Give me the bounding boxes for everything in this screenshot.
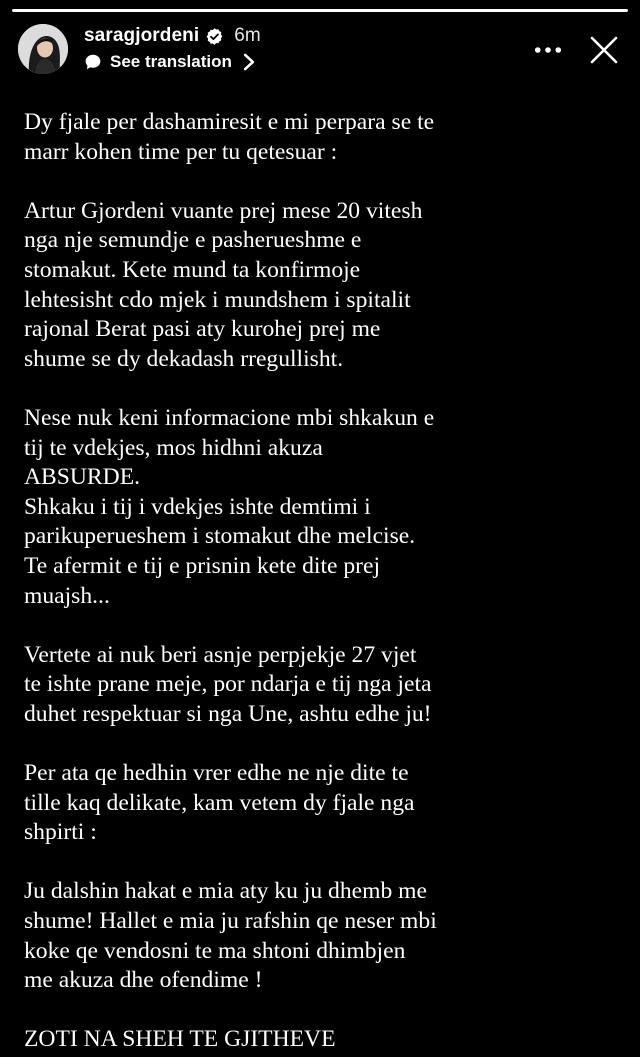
- user-info: [84, 23, 261, 75]
- speech-bubble-icon: [84, 53, 102, 71]
- close-button[interactable]: [584, 30, 624, 70]
- see-translation-button[interactable]: [84, 49, 261, 75]
- username-row: [84, 23, 261, 49]
- close-icon: [589, 35, 619, 65]
- post-time: 6m: [234, 25, 261, 46]
- more-options-button[interactable]: [530, 32, 566, 68]
- username[interactable]: saragjordeni: [84, 25, 200, 46]
- story-paragraph: Dy fjale per dashamiresit e mi perpara se te marr kohen time per tu qetesuar :: [24, 109, 435, 165]
- chevron-right-icon: [240, 53, 258, 71]
- avatar[interactable]: [18, 24, 68, 74]
- story-paragraph: Ju dalshin hakat e mia aty ku ju dhemb me shume! Hallet e mia ju rafshin qe neser mbi koke qe vendosni te ma shtoni dhimbjen me akuza dhe ofendime !: [24, 878, 437, 994]
- story-paragraph: Vertete ai nuk beri asnje perpjekje 27 vjet te ishte prane meje, por ndarja e tij nga jeta duhet respektuar si nga Une, ashtu edhe ju!: [24, 641, 432, 727]
- more-horizontal-icon: [534, 46, 562, 54]
- avatar-photo: [18, 24, 68, 74]
- see-translation-label: See translation: [110, 52, 232, 71]
- story-paragraph: Per ata qe hedhin vrer edhe ne nje dite te tille kaq delikate, kam vetem dy fjale nga shpirti :: [24, 760, 415, 846]
- verified-badge-icon: [205, 27, 224, 46]
- story-paragraph: ZOTI NA SHEH TE GJITHEVE: [24, 1026, 336, 1053]
- story-progress-bar: [12, 9, 628, 12]
- story-text: [24, 108, 624, 1055]
- story-paragraph: Artur Gjordeni vuante prej mese 20 vitesh nga nje semundje e pasherueshme e stomakut. Kete mund ta konfirmoje lehtesisht cdo mjek i mundshem i spitalit rajonal Berat pasi aty kurohej prej me shume se dy dekadash rregullisht.: [24, 197, 423, 372]
- story-header: [18, 20, 622, 76]
- story-paragraph: Nese nuk keni informacione mbi shkakun e tij te vdekjes, mos hidhni akuza ABSURDE. Shkaku i tij i vdekjes ishte demtimi i parikuperueshem i stomakut dhe melcise. Te afermit e tij e prisnin kete dite prej muajsh...: [24, 404, 435, 609]
- story-progress-fill: [12, 9, 628, 12]
